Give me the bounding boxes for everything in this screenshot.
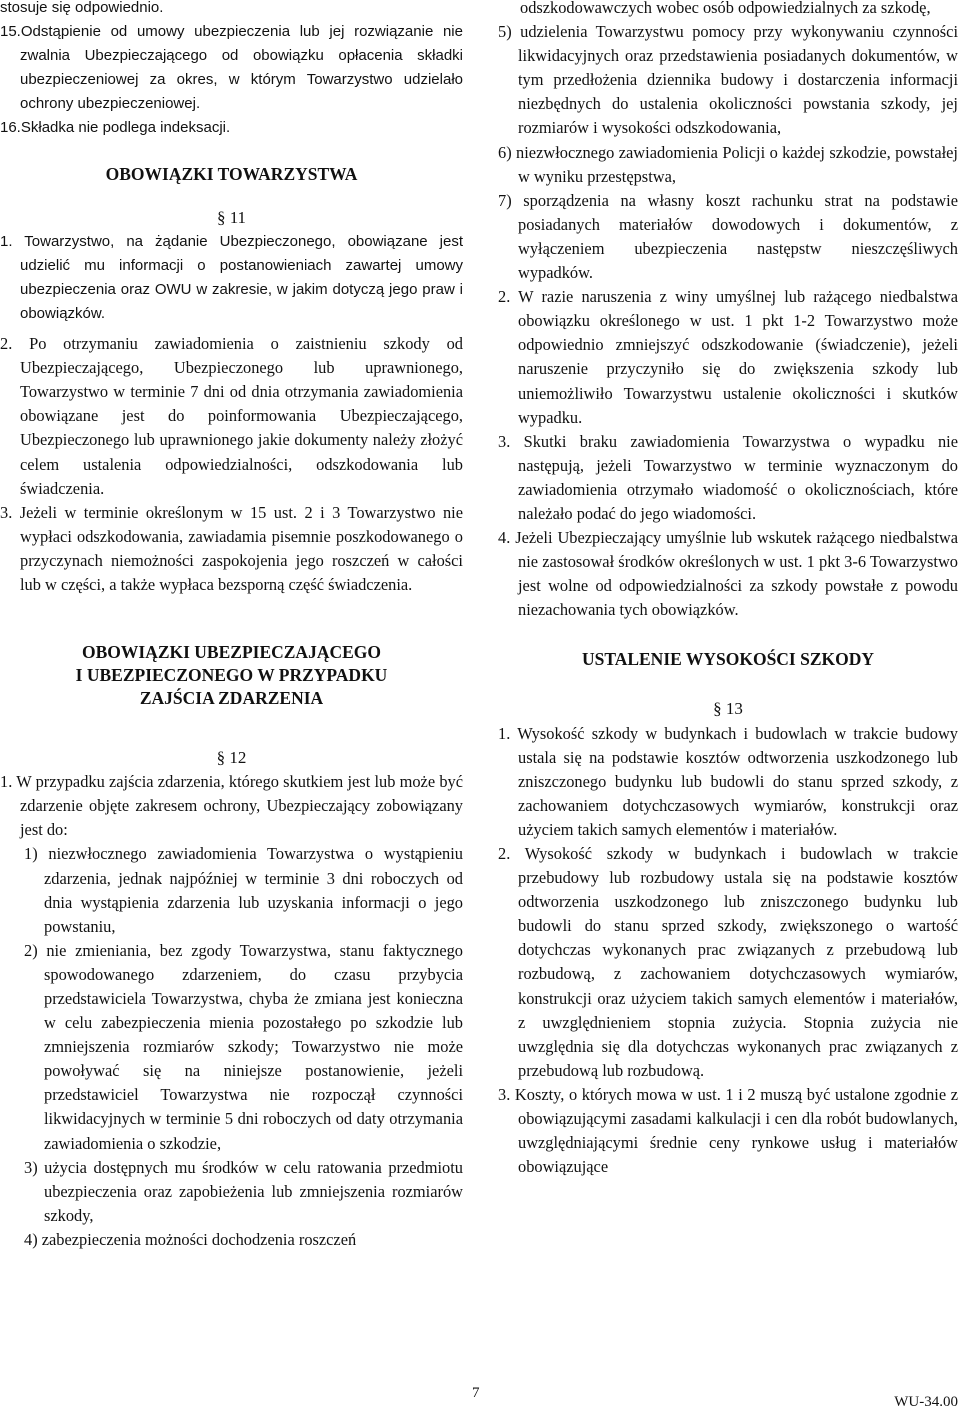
obligation-7: 7) sporządzenia na własny koszt rachunku strat na podstawie posiadanych materiałów dowodowych i dokumentów, z wyłączeniem ubezpieczenia następstw nieszczęśliwych wypadków.	[498, 190, 958, 283]
section-heading-insurer-duties: OBOWIĄZKI TOWARZYSTWA	[105, 163, 358, 184]
obligation-6: 6) niezwłocznego zawiadomienia Policji o każdej szkodzie, powstałej w wyniku przestępstwa,	[498, 142, 958, 186]
document-code: WU-34.00	[894, 1394, 958, 1410]
clause-15: 15.Odstąpienie od umowy ubezpieczenia lub jej rozwiązanie nie zwalnia Ubezpieczającego od obowiązku opłacenia składki ubezpieczeniowej za okres, w którym Towarzystwo udzielało ochrony ubezpieczeniowej.	[0, 23, 463, 113]
obligation-1: 1) niezwłocznego zawiadomienia Towarzystwa o wystąpieniu zdarzenia, jednak najpóźniej w terminie 3 dni roboczych od dnia wystąpienia zdarzenia lub uzyskania informacji o jego powstaniu,	[24, 844, 463, 936]
paragraph-11-point-1: 1. Towarzystwo, na żądanie Ubezpieczonego, obowiązane jest udzielić mu informacji o postanowieniach zawartej umowy ubezpieczenia oraz OWU w zakresie, w jakim dotyczą jego praw i obowiązków.	[0, 232, 463, 322]
continuation-text-right: odszkodowawczych wobec osób odpowiedzialnych za szkodę,	[520, 0, 931, 17]
continuation-text: stosuje się odpowiednio.	[0, 0, 164, 16]
section-heading-policyholder-duties	[0, 641, 463, 710]
page-number: 7	[472, 1385, 480, 1401]
heading-line-3: ZAJŚCIA ZDARZENIA	[139, 688, 324, 709]
paragraph-13-point-1: 1. Wysokość szkody w budynkach i budowlach w trakcie budowy ustala się na podstawie kosztów odtworzenia uszkodzonego lub zniszczonego budynku lub budowli do stanu sprzed szkody, z zachowaniem dotychczasowych wymiarów, konstrukcji oraz użyciem takich samych elementów i materiałów.	[498, 723, 958, 839]
obligation-4: 4) zabezpieczenia możności dochodzenia roszczeń	[24, 1229, 357, 1249]
right-column	[498, 0, 958, 1179]
paragraph-13-point-3: 3. Koszty, o których mowa w ust. 1 i 2 muszą być ustalone zgodnie z obowiązującymi zasadami kalkulacji i cen dla robót budowlanych, uwzględniającymi średnie ceny rynkowe usług i materiałów obowiązujące	[498, 1084, 958, 1177]
paragraph-12-point-3: 3. Skutki braku zawiadomienia Towarzystwa o wypadku nie następują, jeżeli Towarzystwo w terminie wyznaczonym do zawiadomienia otrzymało wiadomość o okolicznościach, które należało podać do jego wiadomości.	[498, 431, 958, 523]
obligation-3: 3) użycia dostępnych mu środków w celu ratowania przedmiotu ubezpieczenia oraz zapobieżenia lub zmniejszenia rozmiarów szkody,	[24, 1157, 463, 1225]
paragraph-11-title: § 11	[216, 207, 247, 227]
obligation-5: 5) udzielenia Towarzystwu pomocy przy wykonywaniu czynności likwidacyjnych oraz przedstawienia posiadanych dokumentów, w tym przedłożenia dziennika budowy i dostarczenia informacji niezbędnych do ustalenia okoliczności powstania szkody, jej rozmiarów i wysokości odszkodowania,	[498, 22, 958, 138]
heading-line-2: I UBEZPIECZONEGO W PRZYPADKU	[75, 665, 388, 686]
paragraph-12-point-1: 1. W przypadku zajścia zdarzenia, którego skutkiem jest lub może być zdarzenie objęte zakresem ochrony, Ubezpieczający zobowiązany jest do:	[0, 772, 463, 840]
section-heading-damage-assessment: USTALENIE WYSOKOŚCI SZKODY	[581, 649, 875, 670]
heading-line-1: OBOWIĄZKI UBEZPIECZAJĄCEGO	[81, 642, 381, 663]
paragraph-13-point-2: 2. Wysokość szkody w budynkach i budowlach w trakcie przebudowy lub rozbudowy ustala się na podstawie kosztów odtworzenia uszkodzonego lub zniszczonego budynku lub budowli do stanu sprzed szkody, zwiększonego o wartość dotychczas wykonanych prac związanych z przebudową lub rozbudową, z zachowaniem dotychczasowych wymiarów, konstrukcji oraz użyciem takich samych elementów i materiałów, z uwzględnieniem stopnia zużycia. Stopnia zużycia nie uwzględnia się dla dotychczas wykonanych prac związanych z przebudową lub rozbudową.	[498, 844, 958, 1080]
clause-16: 16.Składka nie podlega indeksacji.	[0, 119, 231, 137]
obligation-2: 2) nie zmieniania, bez zgody Towarzystwa, stanu faktycznego spowodowanego zdarzeniem, do czasu przybycia przedstawiciela Towarzystwa, chyba że zmiana jest konieczna w celu zabezpieczenia mienia pozostałego po szkodzie lub zmniejszenia rozmiarów szkody; Towarzystwo nie może powoływać się na niniejsze postanowienie, jeżeli przedstawiciel Towarzystwa nie rozpoczął czynności likwidacyjnych w terminie 5 dni roboczych od daty otrzymania zawiadomienia o szkodzie,	[24, 940, 463, 1153]
paragraph-12-title: § 12	[216, 748, 247, 768]
paragraph-12-point-2: 2. W razie naruszenia z winy umyślnej lub rażącego niedbalstwa obowiązku określonego w ust. 1 pkt 1-2 Towarzystwo może odpowiednio zmniejszyć odszkodowanie (świadczenie), jeżeli naruszenie przyczyniło się do zwiększenia szkody lub uniemożliwiło Towarzystwu ustalenie okoliczności i skutków wypadku.	[498, 287, 958, 427]
left-column	[0, 0, 463, 1252]
paragraph-12-point-4: 4. Jeżeli Ubezpieczający umyślnie lub wskutek rażącego niedbalstwa nie zastosował środków określonych w ust. 1 pkt 3-6 Towarzystwo jest wolne od odpowiedzialności za szkody powstałe z powodu niezachowania tych obowiązków.	[498, 528, 958, 620]
paragraph-11-point-2: 2. Po otrzymaniu zawiadomienia o zaistnieniu szkody od Ubezpieczającego, Ubezpieczonego lub uprawnionego, Towarzystwo w terminie 7 dni od dnia otrzymania zawiadomienia obowiązane jest do poinformowania Ubezpieczającego, Ubezpieczonego lub uprawnionego jakie dokumenty należy złożyć celem ustalenia odpowiedzialności, odszkodowania lub świadczenia.	[0, 334, 463, 498]
paragraph-13-title: § 13	[713, 699, 743, 719]
paragraph-11-point-3: 3. Jeżeli w terminie określonym w 15 ust. 2 i 3 Towarzystwo nie wypłaci odszkodowania, zawiadamia pisemnie poszkodowanego o przyczynach niemożności zaspokojenia jego roszczeń w całości lub w części, a także wypłaca bezsporną część świadczenia.	[0, 502, 463, 594]
